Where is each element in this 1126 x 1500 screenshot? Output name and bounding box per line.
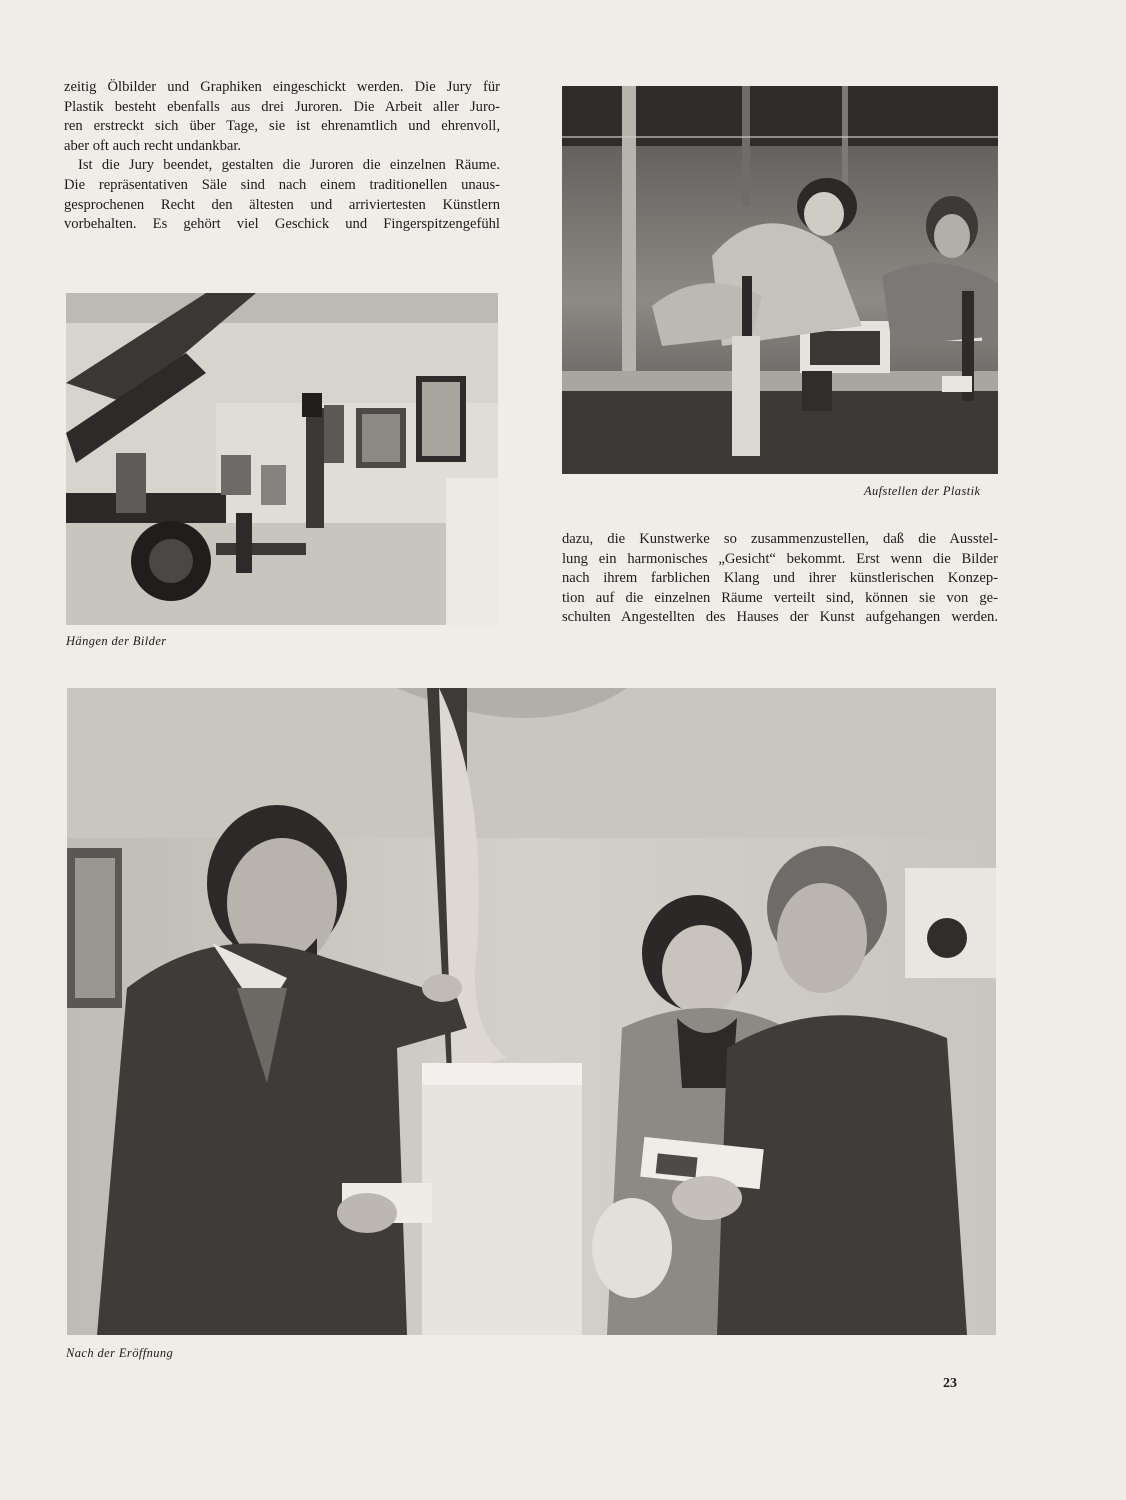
photo-after-opening [67,688,996,1335]
article-text-column-2 [562,530,998,628]
text-line: vorbehalten. Es gehört viel Geschick und Fingerspitzengefühl [64,216,500,233]
photo-after-opening-image [67,688,996,1335]
text-line: nach ihrem farblichen Klang und ihrer künstlerischen Konzep- [562,570,998,587]
text-line: Die repräsentativen Säle sind nach einem traditionellen unaus- [64,176,500,193]
text-line: aber oft auch recht undankbar. [64,137,242,154]
text-line: lung ein harmonisches „Gesicht“ bekommt. Erst wenn die Bilder [562,550,998,567]
photo-hanging-image [66,293,498,625]
text-line: zeitig Ölbilder und Graphiken eingeschickt werden. Die Jury für [64,79,500,95]
text-line: schulten Angestellten des Hauses der Kunst aufgehangen werden. [562,609,998,626]
text-line: gesprochenen Recht den ältesten und arriviertesten Künstlern [64,196,500,213]
photo-hanging [66,293,498,625]
page-number: 23 [943,1376,957,1391]
text-line: ren erstreckt sich über Tage, sie ist ehrenamtlich und ehrenvoll, [64,118,500,135]
text-line: Plastik besteht ebenfalls aus drei Juroren. Die Arbeit aller Juro- [64,98,500,115]
photo-sculpture-setup [562,86,998,474]
article-text-column-1 [64,78,500,235]
caption-sculpture-setup: Aufstellen der Plastik [864,484,981,498]
caption-hanging: Hängen der Bilder [66,634,167,648]
text-line: dazu, die Kunstwerke so zusammenzustellen, daß die Ausstel- [562,531,998,547]
text-line: tion auf die einzelnen Räume verteilt sind, können sie von ge- [562,589,998,606]
caption-after-opening: Nach der Eröffnung [66,1346,174,1360]
photo-sculpture-setup-image [562,86,998,474]
text-line: Ist die Jury beendet, gestalten die Juroren die einzelnen Räume. [78,157,500,174]
